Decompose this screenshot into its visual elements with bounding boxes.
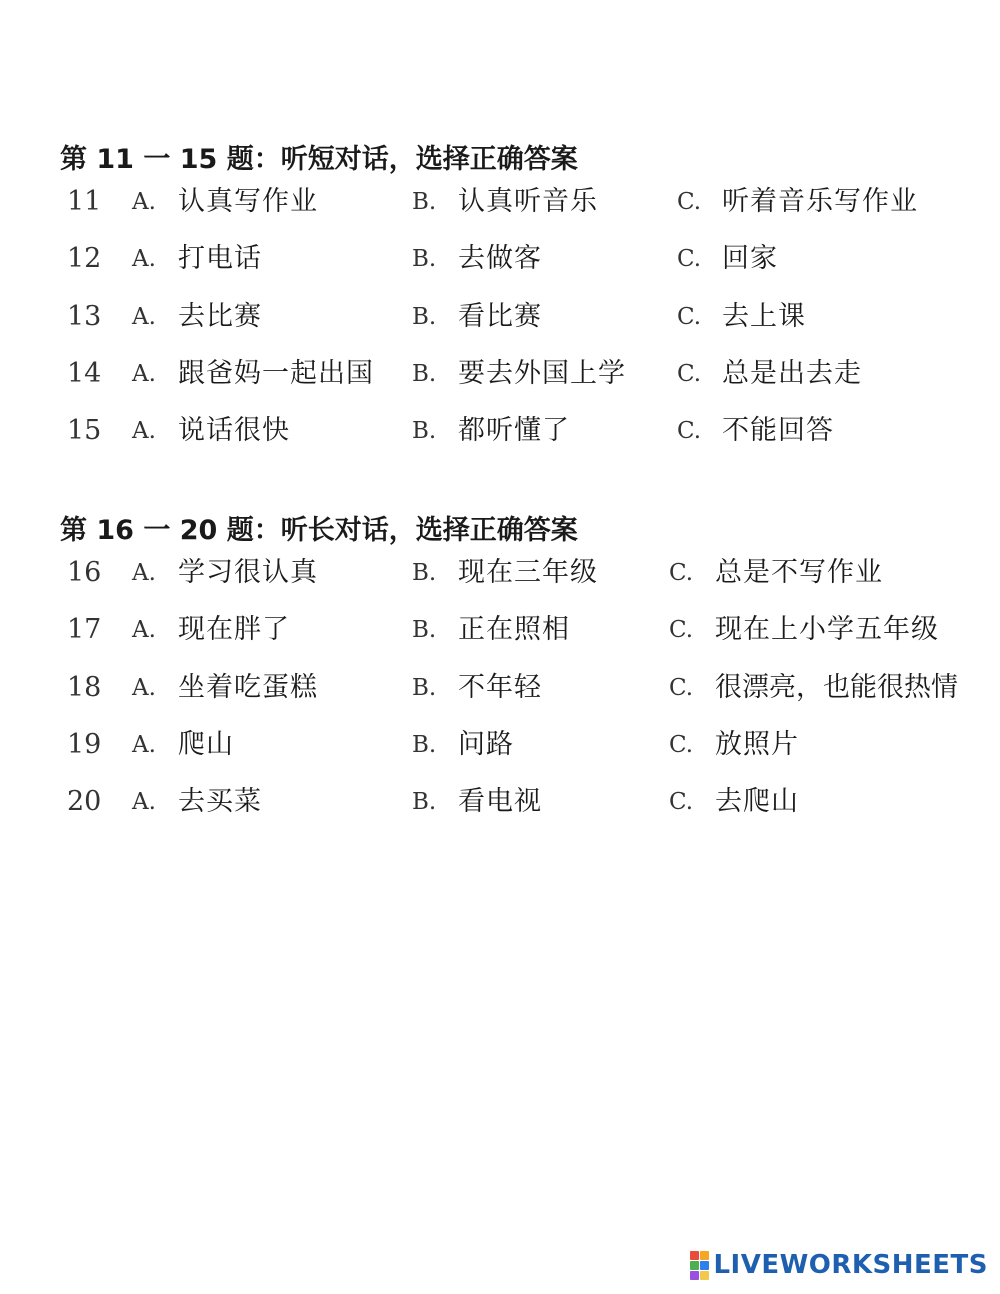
option-b-text[interactable]: 认真听音乐 xyxy=(458,186,598,217)
option-b-label: B. xyxy=(412,560,437,586)
question-row-17 xyxy=(60,612,990,669)
option-b-text[interactable]: 正在照相 xyxy=(458,614,570,646)
question-number: 11 xyxy=(67,186,102,217)
question-number: 19 xyxy=(67,728,102,760)
option-a-label: A. xyxy=(132,789,156,816)
question-row-14 xyxy=(60,356,990,413)
option-c-text[interactable]: 放照片 xyxy=(715,728,799,760)
option-c-text[interactable]: 听着音乐写作业 xyxy=(722,186,918,217)
question-row-11 xyxy=(60,184,990,241)
option-a-text[interactable]: 学习很认真 xyxy=(178,557,318,588)
question-row-18 xyxy=(60,670,990,727)
option-c-text[interactable]: 总是不写作业 xyxy=(715,557,883,588)
option-a-label: A. xyxy=(132,731,156,758)
option-a-text[interactable]: 现在胖了 xyxy=(178,614,290,646)
option-c-text[interactable]: 总是出去走 xyxy=(722,357,862,389)
option-a-label: A. xyxy=(132,360,156,387)
section-long-dialogues xyxy=(60,511,990,841)
question-number: 20 xyxy=(67,786,102,818)
logo-blocks-icon xyxy=(690,1251,709,1280)
option-a-text[interactable]: 说话很快 xyxy=(178,415,290,447)
option-a-label: A. xyxy=(132,246,156,273)
option-b-label: B. xyxy=(412,674,437,701)
question-row-20 xyxy=(60,784,990,841)
option-c-text[interactable]: 不能回答 xyxy=(722,415,834,447)
option-b-label: B. xyxy=(412,617,437,644)
question-number: 15 xyxy=(67,415,102,447)
question-number: 12 xyxy=(67,243,102,275)
option-b-label: B. xyxy=(412,303,437,330)
question-row-19 xyxy=(60,727,990,784)
section-title: 第 16 一 20 题：听长对话，选择正确答案 xyxy=(60,515,578,546)
question-row-12 xyxy=(60,241,990,298)
logo-block xyxy=(690,1261,699,1270)
option-b-text[interactable]: 都听懂了 xyxy=(458,415,570,447)
option-b-label: B. xyxy=(412,246,437,273)
option-c-label: C. xyxy=(677,246,702,273)
option-c-label: C. xyxy=(669,674,694,701)
logo-block xyxy=(690,1251,699,1260)
option-a-text[interactable]: 坐着吃蛋糕 xyxy=(178,671,318,703)
option-c-text[interactable]: 很漂亮，也能很热情 xyxy=(715,671,958,703)
option-a-text[interactable]: 去买菜 xyxy=(178,786,262,818)
option-c-label: C. xyxy=(669,731,694,758)
option-a-text[interactable]: 去比赛 xyxy=(178,300,262,332)
question-number: 14 xyxy=(67,357,102,389)
option-c-label: C. xyxy=(677,189,702,215)
option-b-label: B. xyxy=(412,789,437,816)
option-b-label: B. xyxy=(412,360,437,387)
option-b-text[interactable]: 问路 xyxy=(458,728,514,760)
option-a-label: A. xyxy=(132,303,156,330)
logo-block xyxy=(690,1271,699,1280)
option-a-text[interactable]: 跟爸妈一起出国 xyxy=(178,357,374,389)
option-a-label: A. xyxy=(132,189,156,215)
section-title: 第 11 一 15 题：听短对话，选择正确答案 xyxy=(60,144,578,175)
question-number: 18 xyxy=(67,671,102,703)
option-c-text[interactable]: 去上课 xyxy=(722,300,806,332)
option-a-label: A. xyxy=(132,617,156,644)
option-a-text[interactable]: 爬山 xyxy=(178,728,234,760)
option-a-text[interactable]: 打电话 xyxy=(178,243,262,275)
option-c-label: C. xyxy=(677,418,702,445)
option-b-text[interactable]: 不年轻 xyxy=(458,671,542,703)
question-row-15 xyxy=(60,413,990,470)
logo-block xyxy=(700,1251,709,1260)
question-number: 13 xyxy=(67,300,102,332)
option-b-label: B. xyxy=(412,418,437,445)
question-number: 16 xyxy=(67,557,102,588)
logo-block xyxy=(700,1271,709,1280)
option-b-label: B. xyxy=(412,189,437,215)
option-a-label: A. xyxy=(132,674,156,701)
option-c-label: C. xyxy=(669,789,694,816)
question-row-13 xyxy=(60,299,990,356)
option-c-text[interactable]: 现在上小学五年级 xyxy=(715,614,939,646)
option-b-label: B. xyxy=(412,731,437,758)
option-c-text[interactable]: 去爬山 xyxy=(715,786,799,818)
option-c-label: C. xyxy=(669,560,694,586)
liveworksheets-logo xyxy=(690,1250,988,1280)
logo-block xyxy=(700,1261,709,1270)
option-c-text[interactable]: 回家 xyxy=(722,243,778,275)
option-c-label: C. xyxy=(677,303,702,330)
section-short-dialogues xyxy=(60,140,990,470)
option-b-text[interactable]: 看比赛 xyxy=(458,300,542,332)
option-a-label: A. xyxy=(132,560,156,586)
question-row-16 xyxy=(60,555,990,612)
option-c-label: C. xyxy=(669,617,694,644)
option-c-label: C. xyxy=(677,360,702,387)
option-b-text[interactable]: 去做客 xyxy=(458,243,542,275)
option-a-text[interactable]: 认真写作业 xyxy=(178,186,318,217)
option-a-label: A. xyxy=(132,418,156,445)
option-b-text[interactable]: 现在三年级 xyxy=(458,557,598,588)
option-b-text[interactable]: 看电视 xyxy=(458,786,542,818)
option-b-text[interactable]: 要去外国上学 xyxy=(458,357,626,389)
logo-text: LIVEWORKSHEETS xyxy=(713,1250,988,1280)
question-number: 17 xyxy=(67,614,102,646)
